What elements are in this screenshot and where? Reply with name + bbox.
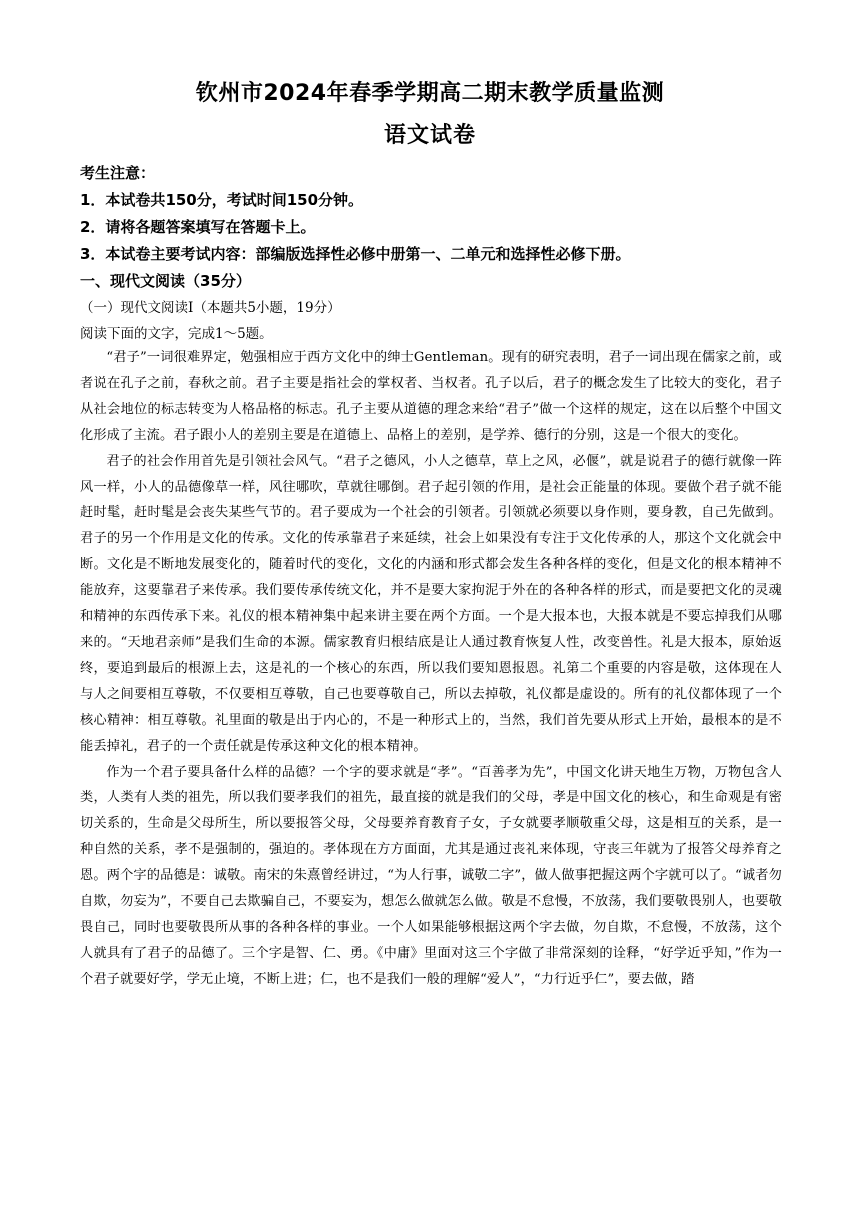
exam-subtitle: 语文试卷 bbox=[383, 123, 476, 148]
note-item: 2．请将各题答案填写在答题卡上。 bbox=[80, 218, 316, 236]
exam-title: 钦州市2024年春季学期高二期末教学质量监测 bbox=[195, 81, 665, 106]
section-instruction: 阅读下面的文字，完成1～5题。 bbox=[80, 326, 273, 342]
passage-paragraph: 君子的社会作用首先是引领社会风气。“君子之德风，小人之德草，草上之风，必偃”，就是说君子的德行就像一阵风一样，小人的品德像草一样，风往哪吹，草就往哪倒。君子起引领的作用，是社会正能量的体现。要做个君子就不能赶时髦，赶时髦是会丧失某些气节的。君子要成为一个社会的引领者。引领就必须要以身作则，要身教，自己先做到。君子的另一个作用是文化的传承。文化的传承靠君子来延续，社会上如果没有专注于文化传承的人，那这个文化就会中断。文化是不断地发展变化的，随着时代的变化，文化的内涵和形式都会发生各种各样的变化，但是文化的根本精神不能放弃，这要靠君子来传承。我们要传承传统文化，并不是要大家拘泥于外在的各种各样的形式，而是要把文化的灵魂和精神的东西传承下来。礼仪的根本精神集中起来讲主要在两个方面。一个是大报本也，大报本就是不要忘掉我们从哪来的。“天地君亲师”是我们生命的本源。儒家教育归根结底是让人通过教育恢复人性，改变兽性。礼是大报本，原始返终，要追到最后的根源上去，这是礼的一个核心的东西，所以我们要知恩报恩。礼第二个重要的内容是敬，这体现在人与人之间要相互尊敬，不仅要相互尊敬，自己也要尊敬自己，所以去掉敬，礼仪都是虚设的。所有的礼仪都体现了一个核心精神：相互尊敬。礼里面的敬是出于内心的，不是一种形式上的，当然，我们首先要从形式上开始，最根本的是不能丢掉礼，君子的一个责任就是传承这种文化的根本精神。 bbox=[80, 453, 782, 754]
passage-paragraph: “君子”一词很难界定，勉强相应于西方文化中的绅士Gentleman。现有的研究表明，君子一词出现在儒家之前，或者说在孔子之前，春秋之前。君子主要是指社会的掌权者、当权者。孔子以后，君子的概念发生了比较大的变化，君子从社会地位的标志转变为人格品格的标志。孔子主要从道德的理念来给“君子”做一个这样的规定，这在以后整个中国文化形成了主流。君子跟小人的差别主要是在道德上、品格上的差别，是学养、德行的分别，这是一个很大的变化。 bbox=[80, 350, 782, 443]
passage-paragraph: 作为一个君子要具备什么样的品德？一个字的要求就是“孝”。“百善孝为先”，中国文化讲天地生万物，万物包含人类，人类有人类的祖先，所以我们要孝我们的祖先，最直接的就是我们的父母，孝是中国文化的核心，和生命观是有密切关系的，生命是父母所生，所以要报答父母，父母要养育教育子女，子女就要孝顺敬重父母，这是相互的关系，是一种自然的关系，孝不是强制的，强迫的。孝体现在方方面面，尤其是通过丧礼来体现，守丧三年就为了报答父母养育之恩。两个字的品德是：诚敬。南宋的朱熹曾经讲过，“为人行事，诚敬二字”，做人做事把握这两个字就可以了。“诚者勿自欺，勿妄为”，不要自己去欺骗自己，不要妄为，想怎么做就怎么做。敬是不怠慢，不放荡，我们要敬畏别人，也要敬畏自己，同时也要敬畏所从事的各种各样的事业。一个人如果能够根据这两个字去做，勿自欺，不怠慢，不放荡，这个人就具有了君子的品德了。三个字是智、仁、勇。《中庸》里面对这三个字做了非常深刻的诠释，“好学近乎知，”作为一个君子就要好学，学无止境，不断上进；仁，也不是我们一般的理解“爱人”，“力行近乎仁”，要去做，踏 bbox=[80, 764, 782, 987]
note-item: 3．本试卷主要考试内容：部编版选择性必修中册第一、二单元和选择性必修下册。 bbox=[80, 245, 631, 263]
notes-heading: 考生注意： bbox=[80, 164, 156, 182]
section-title: 一、现代文阅读（35分） bbox=[80, 272, 251, 290]
reading-passage bbox=[80, 345, 782, 993]
candidate-notes bbox=[80, 160, 780, 347]
note-item: 1．本试卷共150分，考试时间150分钟。 bbox=[80, 191, 364, 209]
section-part: （一）现代文阅读Ⅰ（本题共5小题，19分） bbox=[80, 300, 341, 316]
